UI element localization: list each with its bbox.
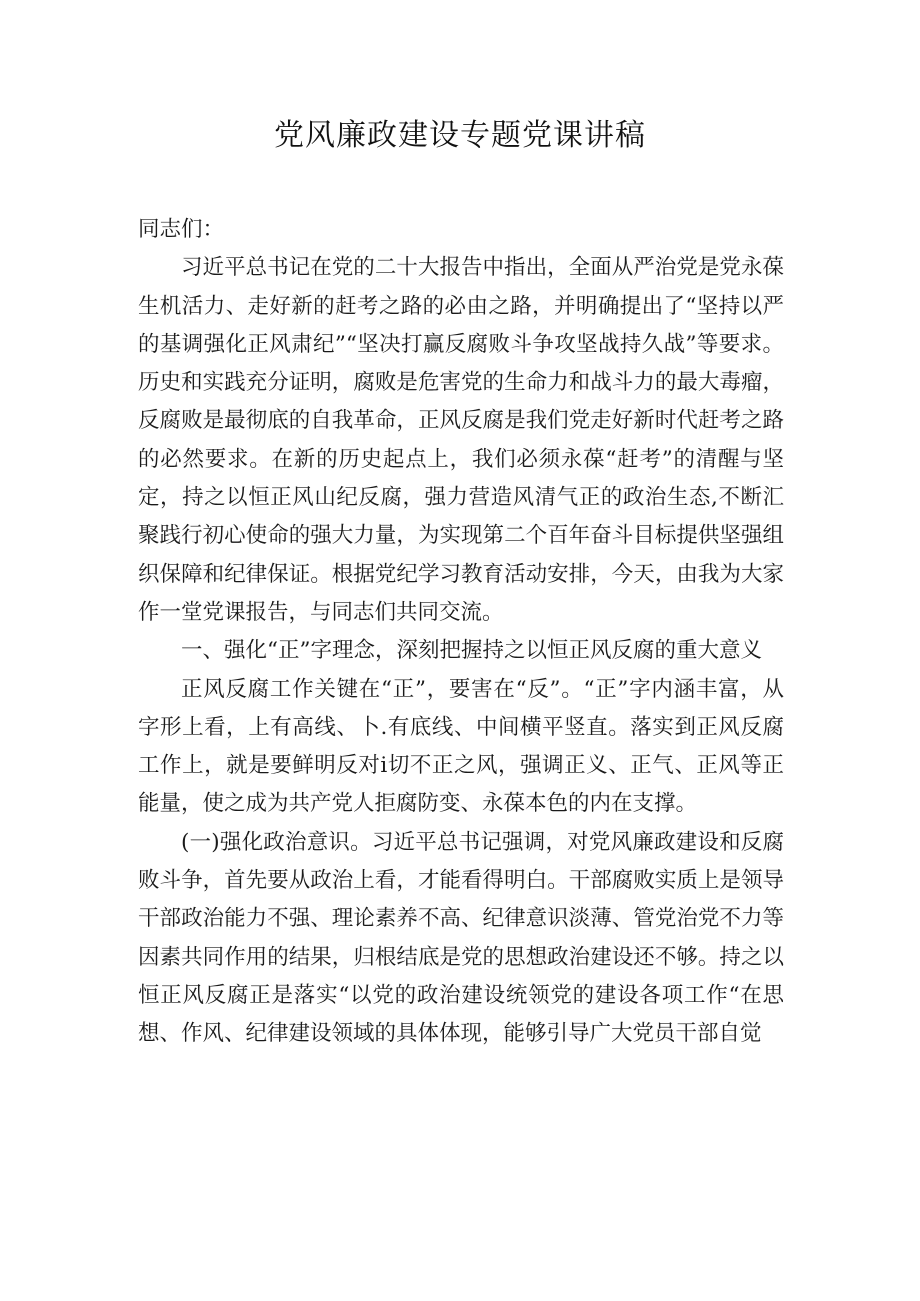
section-heading-1: 一、强化“正”字理念，深刻把握持之以恒正风反腐的重大意义 <box>181 638 762 664</box>
document-body <box>138 211 784 1054</box>
salutation: 同志们： <box>138 217 225 242</box>
document-title: 党风廉政建设专题党课讲稿 <box>274 118 646 153</box>
paragraph-subsection-1: (一)强化政治意识。习近平总书记强调，对党风廉政建设和反腐败斗争，首先要从政治上看，才能看得明白。干部腐败实质上是领导干部政治能力不强、理论素养不高、纪律意识淡薄、管党治党不力等因素共同作用的结果，归根结底是党的思想政治建设还不够。持之以恒正风反腐正是落实“以党的政治建设统领党的建设各项工作“在思想、作风、纪律建设领域的具体体现，能够引导广大党员干部自觉 <box>138 829 784 1047</box>
paragraph-intro: 习近平总书记在党的二十大报告中指出，全面从严治党是党永葆生机活力、走好新的赶考之路的必由之路，并明确提出了“坚持以严的基调强化正风肃纪”“坚决打赢反腐败斗争攻坚战持久战”等要求。历史和实践充分证明，腐败是危害党的生命力和战斗力的最大毒瘤，反腐败是最彻底的自我革命，正风反腐是我们党走好新时代赶考之路的必然要求。在新的历史起点上，我们必须永葆“赶考”的清醒与坚定，持之以恒正风山纪反腐，强力营造风清气正的政治生态,不断汇聚践行初心使命的强大力量，为实现第二个百年奋斗目标提供坚强组织保障和纪律保证。根据党纪学习教育活动安排，今天，由我为大家作一堂党课报告，与同志们共同交流。 <box>138 255 784 625</box>
paragraph-section-1: 正风反腐工作关键在“正”，要害在“反”。“正”字内涵丰富，从字形上看，上有高线、卜.有底线、中间横平竖直。落实到正风反腐工作上，就是要鲜明反对i切不正之风，强调正义、正气、正风等正能量，使之成为共产党人拒腐防变、永葆本色的内在支撑。 <box>138 676 784 817</box>
